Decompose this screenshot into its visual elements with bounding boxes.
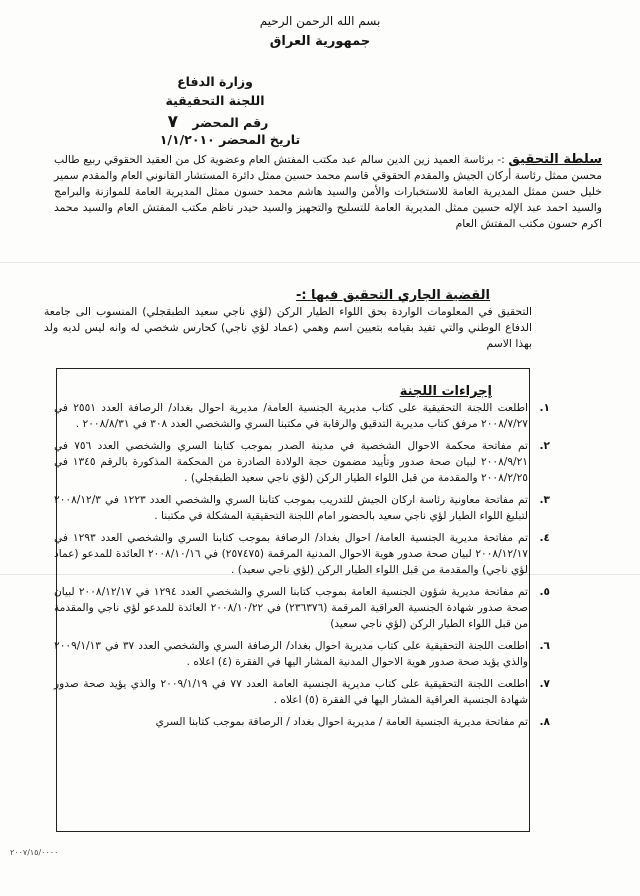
item-number: ٦.: [539, 640, 550, 652]
item-number: ٤.: [539, 532, 550, 544]
minutes-date-label: تاريخ المحضر: [219, 132, 301, 147]
item-number: ٣.: [539, 494, 550, 506]
list-item: [54, 400, 550, 432]
item-text: اطلعت اللجنة التحقيقية على كتاب مديرية الجنسية العامة/ مديرية احوال بغداد/ الرصافة العدد ٢٥٥١ في ٢٠٠٨/٧/٢٧ مرفق كتاب مديرية التدقيق والرقابة في مكتبنا السري والشخصي العدد ٣٠٨ في ٢٠٠٨/٨/٣١ .: [54, 402, 528, 430]
committee-name: اللجنة التحقيقية: [165, 93, 265, 108]
list-item: [54, 638, 550, 670]
investigation-authority: [54, 152, 602, 232]
item-number: ٥.: [539, 586, 550, 598]
list-item: [54, 438, 550, 486]
procedures-list: [54, 400, 550, 736]
authority-text: :- برئاسة العميد زين الدين سالم عبد مكتب المفتش العام وعضوية كل من العقيد الحقوقي ربيع طالب محسن ممثل رئاسة أركان الجيش والمقدم الحقوقي قاسم محمد حسين ممثل دائرة المستشار القانوني العام والمقدم سمير خليل حسن ممثل المديرية العامة للاستخبارات والأمن والسيد هاشم محمد حسون ممثل المديرية العامة للموازنة والبرامج والسيد احمد عبد الإله حسين ممثل المديرية العامة للتسليح والتجهيز والسيد حيدر ناظم مكتب المفتش العام والسيد محمد اكرم حسون مكتب المفتش العام: [54, 153, 602, 230]
item-number: ٨.: [539, 716, 550, 728]
republic-name: جمهورية العراق: [269, 34, 371, 49]
item-text: تم مفاتحة مديرية الجنسية العامة / مديرية احوال بغداد / الرصافة بموجب كتابنا السري: [155, 716, 528, 728]
list-item: [54, 530, 550, 578]
minutes-date-line: [140, 132, 320, 147]
basmala: بسم الله الرحمن الرحيم: [259, 14, 381, 28]
list-item: [54, 714, 550, 730]
case-title: القضية الجاري التحقيق فيها :-: [295, 288, 490, 303]
ministry-name: وزارة الدفاع: [177, 74, 253, 89]
item-text: اطلعت اللجنة التحقيقية على كتاب مديرية الجنسية العامة العدد ٧٧ في ٢٠٠٩/١/١٩ والذي يؤيد صحة صدور شهادة الجنسية العراقية المشار اليها في الفقرة (٥) اعلاه .: [54, 678, 528, 706]
authority-label: سلطة التحقيق: [508, 152, 603, 167]
footer-code: ٢٠٠٧/١٥/٠٠٠٠: [10, 848, 59, 857]
item-text: تم مفاتحة محكمة الاحوال الشخصية في مدينة الصدر بموجب كتابنا السري والشخصي العدد ٧٥٦ في ٢٠٠٨/٩/٢١ لبيان صحة صدور وتأييد مضمون حجة الولادة الصادرة من المحكمة المذكورة بالرقم ١٣٤٥ في ٢٠٠٨/٢/٢٥ والمقدمة من قبل اللواء الطيار الركن (لؤي ناجي سعيد الطبقجلي) .: [54, 440, 528, 484]
scan-artifact: [0, 262, 640, 263]
item-text: تم مفاتحة مديرية الجنسية العامة/ احوال بغداد/ الرصافة بموجب كتابنا السري والشخصي العدد ١٢٩٣ في ٢٠٠٨/١٢/١٧ لبيان صحة صدور هوية الاحوال المدنية المرقمة (٢٥٧٤٧٥) في ٢٠٠٨/١٠/١٦ العائدة للمدعو (عماد لؤي ناجي) والمقدمة من قبل اللواء الطيار الركن (لؤي ناجي سعيد) .: [54, 532, 529, 576]
list-item: [54, 492, 550, 524]
list-item: [54, 584, 550, 632]
minutes-number: ٧: [167, 112, 179, 132]
item-number: ٧.: [539, 678, 550, 690]
minutes-number-label: رقم المحضر: [192, 115, 269, 130]
procedures-title: إجراءات اللجنة: [399, 384, 492, 399]
minutes-number-line: [158, 112, 278, 132]
list-item: [54, 676, 550, 708]
item-number: ٢.: [539, 440, 550, 452]
item-text: اطلعت اللجنة التحقيقية على كتاب مديرية احوال بغداد/ الرصافة السري والشخصي العدد ٣٧ في ٢٠٠٩/١/١٣ والذي يؤيد صحة صدور هوية الاحوال المدنية المشار اليها في الفقرة (٤) اعلاه .: [54, 640, 528, 668]
case-text: التحقيق في المعلومات الواردة بحق اللواء الطيار الركن (لؤي ناجي سعيد الطبقجلي) المنسوب الى جامعة الدفاع الوطني والتي تفيد بقيامه بتعيين اسم وهمي (عماد لؤي ناجي) كحارس شخصي له وانه ليس لديه ولد بهذا الاسم: [44, 305, 532, 350]
item-text: تم مفاتحة مديرية شؤون الجنسية العامة بموجب كتابنا السري والشخصي العدد ١٢٩٤ في ٢٠٠٨/١٢/١٧ لبيان صحة صدور شهادة الجنسية العراقية المرقمة (٢٣٦٣٧٦) في ٢٠٠٨/١٠/٢٢ العائدة للمدعو لؤي ناجي والمقدمة من قبل اللواء الطيار الركن (لؤي ناجي سعيد): [54, 586, 528, 630]
item-text: تم مفاتحة معاونية رئاسة اركان الجيش للتدريب بموجب كتابنا السري والشخصي العدد ١٢٢٣ في ٢٠٠٨/١٢/٣ لتبليغ اللواء الطيار لؤي ناجي سعيد بالحضور امام اللجنة التحقيقية المشكلة في مكتبنا .: [54, 494, 528, 522]
item-number: ١.: [539, 402, 550, 414]
minutes-date: ١/١/٢٠١٠: [159, 132, 215, 147]
